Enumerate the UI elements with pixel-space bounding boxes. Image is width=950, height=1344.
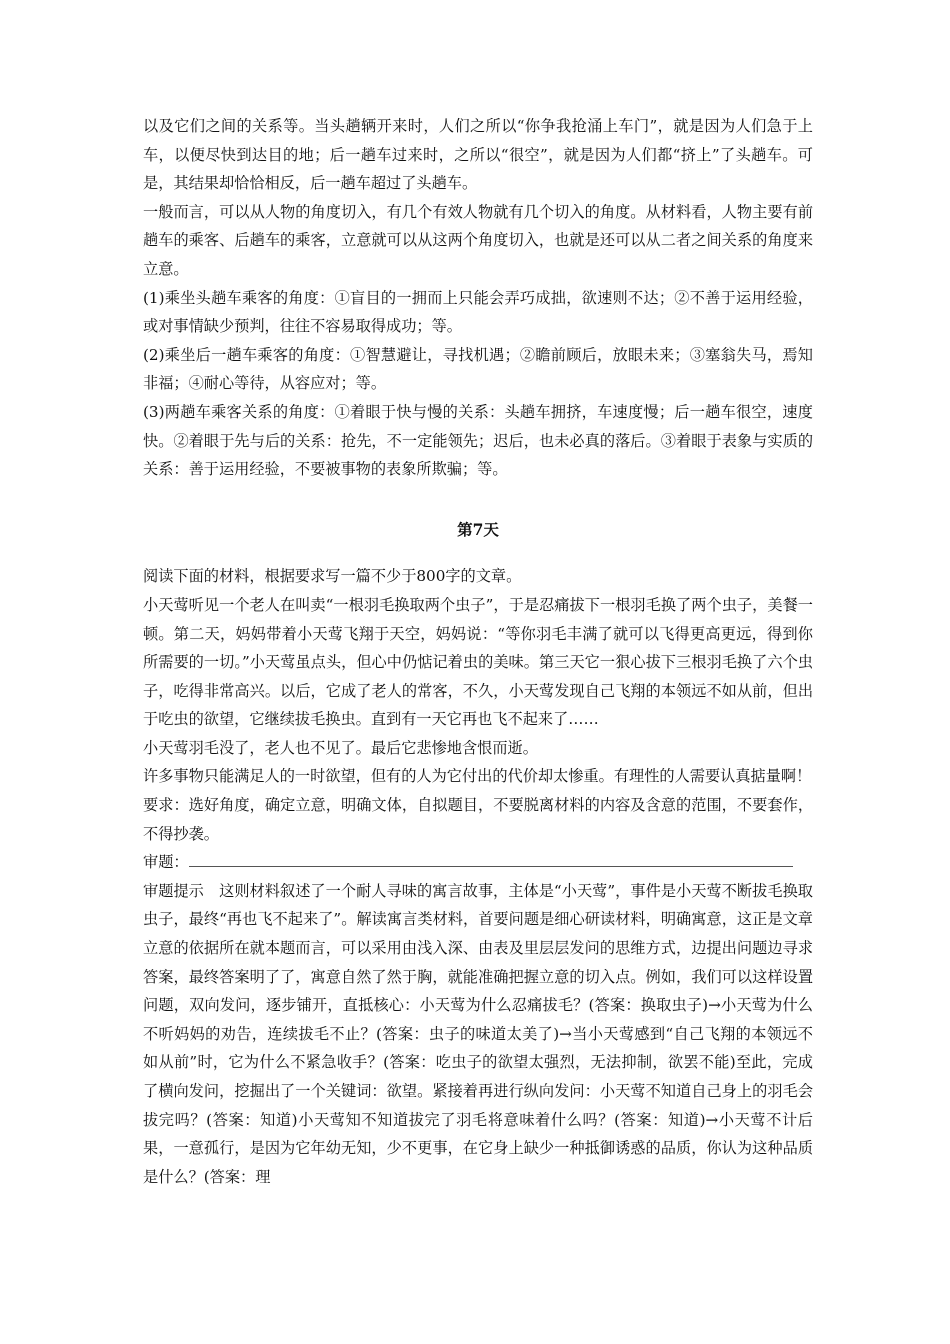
day-title: 第7天 [457,519,499,539]
paragraph-angle-relation: (3)两趟车乘客关系的角度：①着眼于快与慢的关系：头趟车拥挤，车速度慢；后一趟车很空，速度快。②着眼于先与后的关系：抢先，不一定能领先；迟后，也未必真的落后。③着眼于表象与实质的关系：善于运用经验，不要被事物的表象所欺骗；等。 [143,402,813,479]
spacer [143,484,813,516]
story-paragraph-1: 小天莺听见一个老人在叫卖“一根羽毛换取两个虫子”，于是忍痛拔下一根羽毛换了两个虫子，美餐一顿。第二天，妈妈带着小天莺飞翔于天空，妈妈说：“等你羽毛丰满了就可以飞得更高更远，得到你所需要的一切。”小天莺虽点头，但心中仍惦记着虫的美味。第三天它一狠心拔下三根羽毛换了六个虫子，吃得非常高兴。以后，它成了老人的常客，不久，小天莺发现自己飞翔的本领远不如从前，但出于吃虫的欲望，它继续拔毛换虫。直到有一天它再也飞不起来了…… [143,595,813,729]
review-line [143,848,813,877]
story-paragraph-2: 小天莺羽毛没了，老人也不见了。最后它悲惨地含恨而逝。 [143,738,538,757]
task-instruction: 阅读下面的材料，根据要求写一篇不少于800字的文章。 [143,567,522,586]
document-page [143,112,813,1191]
spacer [143,544,813,562]
paragraph-angle-general: 一般而言，可以从人物的角度切入，有几个有效人物就有几个切入的角度。从材料看，人物主要有前趟车的乘客、后趟车的乘客，立意就可以从这两个角度切入，也就是还可以从二者之间关系的角度来立意。 [143,202,813,278]
review-label: 审题： [143,853,189,872]
story-paragraph-3: 许多事物只能满足人的一时欲望，但有的人为它付出的代价却太惨重。有理性的人需要认真掂量啊！ [143,767,812,786]
answer-blank-line [189,849,793,867]
task-requirement: 要求：选好角度，确定立意，明确文体，自拟题目，不要脱离材料的内容及含意的范围，不要套作，不得抄袭。 [143,796,813,843]
paragraph-relations: 以及它们之间的关系等。当头趟辆开来时，人们之所以“你争我抢涌上车门”，就是因为人们急于上车，以便尽快到达目的地；后一趟车过来时，之所以“很空”，就是因为人们都“挤上”了头趟车。可是，其结果却恰恰相反，后一趟车超过了头趟车。 [143,117,813,193]
review-hint: 审题提示 这则材料叙述了一个耐人寻味的寓言故事，主体是“小天莺”，事件是小天莺不断拔毛换取虫子，最终“再也飞不起来了”。解读寓言类材料，首要问题是细心研读材料，明确寓意，这正是文章立意的依据所在就本题而言，可以采用由浅入深、由表及里层层发问的思维方式，边提出问题边寻求答案，最终答案明了了，寓意自然了然于胸，就能准确把握立意的切入点。例如，我们可以这样设置问题，双向发问，逐步铺开，直抵核心：小天莺为什么忍痛拔毛？(答案：换取虫子)→小天莺为什么不听妈妈的劝告，连续拔毛不止？(答案：虫子的味道太美了)→当小天莺感到“自己飞翔的本领远不如从前”时，它为什么不紧急收手？(答案：吃虫子的欲望太强烈，无法抑制，欲罢不能)至此，完成了横向发问，挖掘出了一个关键词：欲望。紧接着再进行纵向发问：小天莺不知道自己身上的羽毛会拔完吗？(答案：知道)小天莺知不知道拔完了羽毛将意味着什么吗？(答案：知道)→小天莺不计后果，一意孤行，是因为它年幼无知，少不更事，在它身上缺少一种抵御诱惑的品质，你认为这种品质是什么？(答案：理 [143,881,813,1186]
paragraph-angle-first-bus: (1)乘坐头趟车乘客的角度：①盲目的一拥而上只能会弄巧成拙，欲速则不达；②不善于运用经验，或对事情缺少预判，往往不容易取得成功；等。 [143,288,813,336]
paragraph-angle-second-bus: (2)乘坐后一趟车乘客的角度：①智慧避让，寻找机遇；②瞻前顾后，放眼未来；③塞翁失马，焉知非福；④耐心等待，从容应对；等。 [143,345,813,393]
